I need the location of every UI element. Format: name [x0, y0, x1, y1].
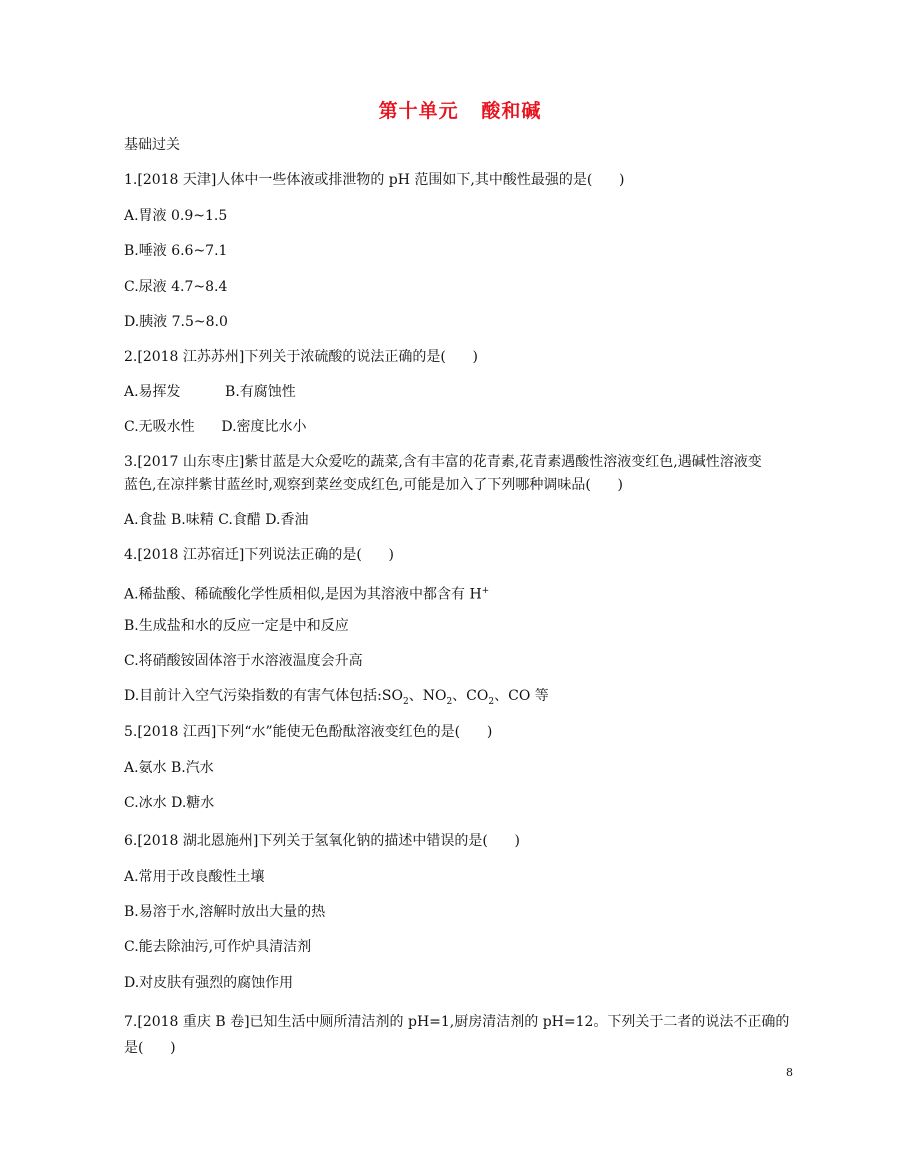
question-7-stem-line-1: 7.[2018 重庆 B 卷]已知生活中厕所清洁剂的 pH=1,厨房清洁剂的 pH=12。下列关于二者的说法不正确的	[124, 1014, 790, 1030]
question-5-options-ab: A.氨水 B.汽水	[124, 760, 214, 776]
page-number: 8	[786, 1066, 793, 1079]
option-d-text-4: 、CO 等	[494, 688, 549, 704]
option-d-text-2: 、NO	[408, 688, 447, 704]
option-d-text-1: D.目前计入空气污染指数的有害气体包括:SO	[124, 688, 403, 704]
question-4-stem: 4.[2018 江苏宿迁]下列说法正确的是( )	[124, 547, 394, 563]
question-5-stem: 5.[2018 江西]下列“水”能使无色酚酞溶液变红色的是( )	[124, 724, 493, 740]
question-3-stem-line-1: 3.[2017 山东枣庄]紫甘蓝是大众爱吃的蔬菜,含有丰富的花青素,花青素遇酸性溶液变红色,遇碱性溶液变	[124, 454, 762, 470]
question-2-stem: 2.[2018 江苏苏州]下列关于浓硫酸的说法正确的是( )	[124, 349, 478, 365]
question-1-option-d: D.胰液 7.5~8.0	[124, 314, 228, 330]
unit-title: 第十单元 酸和碱	[378, 100, 542, 122]
question-3-stem-line-2: 蓝色,在凉拌紫甘蓝丝时,观察到菜丝变成红色,可能是加入了下列哪种调味品( )	[124, 477, 623, 493]
question-1-option-c: C.尿液 4.7~8.4	[124, 279, 228, 295]
question-4-option-a-text: A.稀盐酸、稀硫酸化学性质相似,是因为其溶液中都含有 H	[124, 586, 482, 603]
question-6-option-a: A.常用于改良酸性土壤	[124, 869, 265, 885]
question-2-options-ab: A.易挥发 B.有腐蚀性	[124, 384, 296, 400]
question-1-option-a: A.胃液 0.9~1.5	[124, 208, 228, 224]
section-heading: 基础过关	[124, 137, 180, 153]
subscript-2: 2	[488, 696, 495, 707]
question-5-options-cd: C.冰水 D.糖水	[124, 795, 215, 811]
option-d-text-3: 、CO	[452, 688, 489, 704]
subscript-2: 2	[402, 696, 409, 707]
subscript-2: 2	[446, 696, 453, 707]
question-4-option-d	[124, 687, 549, 711]
question-2-options-cd: C.无吸水性 D.密度比水小	[124, 419, 307, 435]
question-6-stem: 6.[2018 湖北恩施州]下列关于氢氧化钠的描述中错误的是( )	[124, 833, 520, 849]
question-6-option-b: B.易溶于水,溶解时放出大量的热	[124, 904, 326, 920]
question-4-option-c: C.将硝酸铵固体溶于水溶液温度会升高	[124, 653, 363, 669]
superscript-plus: +	[481, 586, 490, 596]
question-4-option-a	[124, 582, 489, 604]
question-3-options: A.食盐 B.味精 C.食醋 D.香油	[124, 512, 309, 528]
question-7-stem-line-2: 是( )	[124, 1040, 176, 1056]
question-4-option-b: B.生成盐和水的反应一定是中和反应	[124, 618, 349, 634]
question-1-option-b: B.唾液 6.6~7.1	[124, 243, 228, 259]
question-6-option-c: C.能去除油污,可作炉具清洁剂	[124, 939, 312, 955]
question-6-option-d: D.对皮肤有强烈的腐蚀作用	[124, 975, 294, 991]
question-1-stem: 1.[2018 天津]人体中一些体液或排泄物的 pH 范围如下,其中酸性最强的是( )	[124, 172, 625, 188]
